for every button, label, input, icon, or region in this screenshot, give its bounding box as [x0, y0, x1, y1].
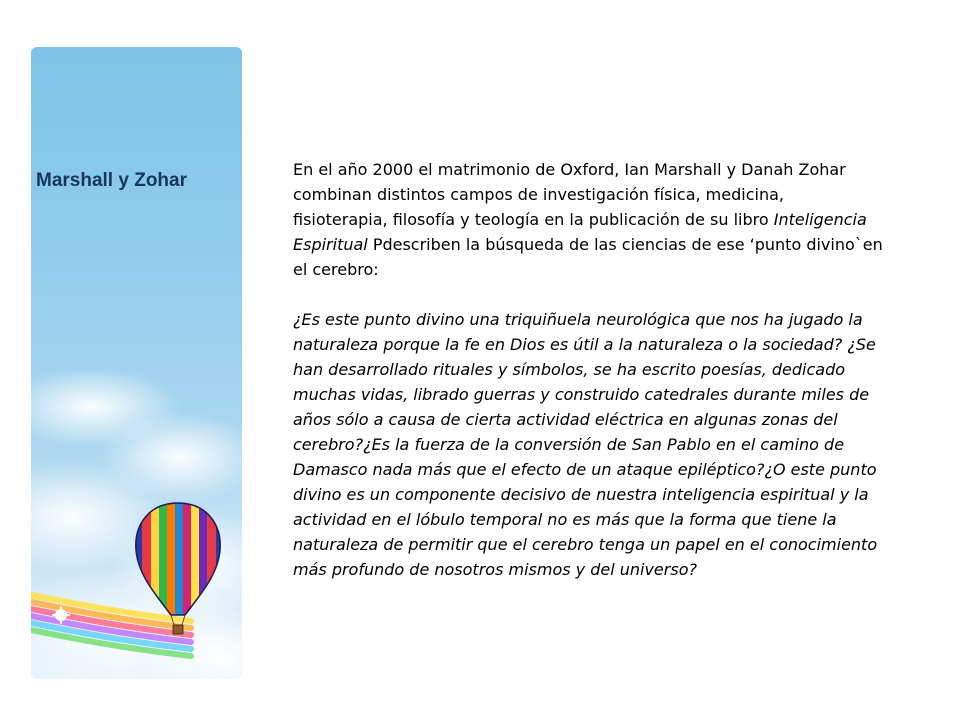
sidebar-panel — [31, 47, 242, 679]
intro-text-end: Pdescriben la búsqueda de las ciencias de ese ‘punto divino`en el cerebro: — [293, 235, 883, 279]
body-text — [293, 157, 883, 582]
intro-paragraph — [293, 157, 883, 282]
slide-title: Marshall y Zohar — [36, 170, 187, 191]
intro-text-start: En el año 2000 el matrimonio de Oxford, Ian Marshall y Danah Zohar combinan distintos campos de investigación física, medicina, fisioterapia, filosofía y teología en la publicación de su libro — [293, 160, 846, 229]
book-title: Inteligencia Espiritual — [293, 210, 867, 254]
question-paragraph: ¿Es este punto divino una triquiñuela neurológica que nos ha jugado la naturaleza porque la fe en Dios es útil a la naturaleza o la sociedad? ¿Se han desarrollado rituales y símbolos, se ha escrito poesías, dedicado muchas vidas, librado guerras y construido catedrales durante miles de años sólo a causa de cierta actividad eléctrica en algunas zonas del cerebro?¿Es la fuerza de la conversión de San Pablo en el camino de Damasco nada más que el efecto de un ataque epiléptico?¿O este punto divino es un componente decisivo de nuestra inteligencia espiritual y la actividad en el lóbulo temporal no es más que la forma que tiene la naturaleza de permitir que el cerebro tenga un papel en el conocimiento más profundo de nosotros mismos y del universo? — [293, 310, 878, 579]
sky-illustration — [31, 47, 242, 679]
